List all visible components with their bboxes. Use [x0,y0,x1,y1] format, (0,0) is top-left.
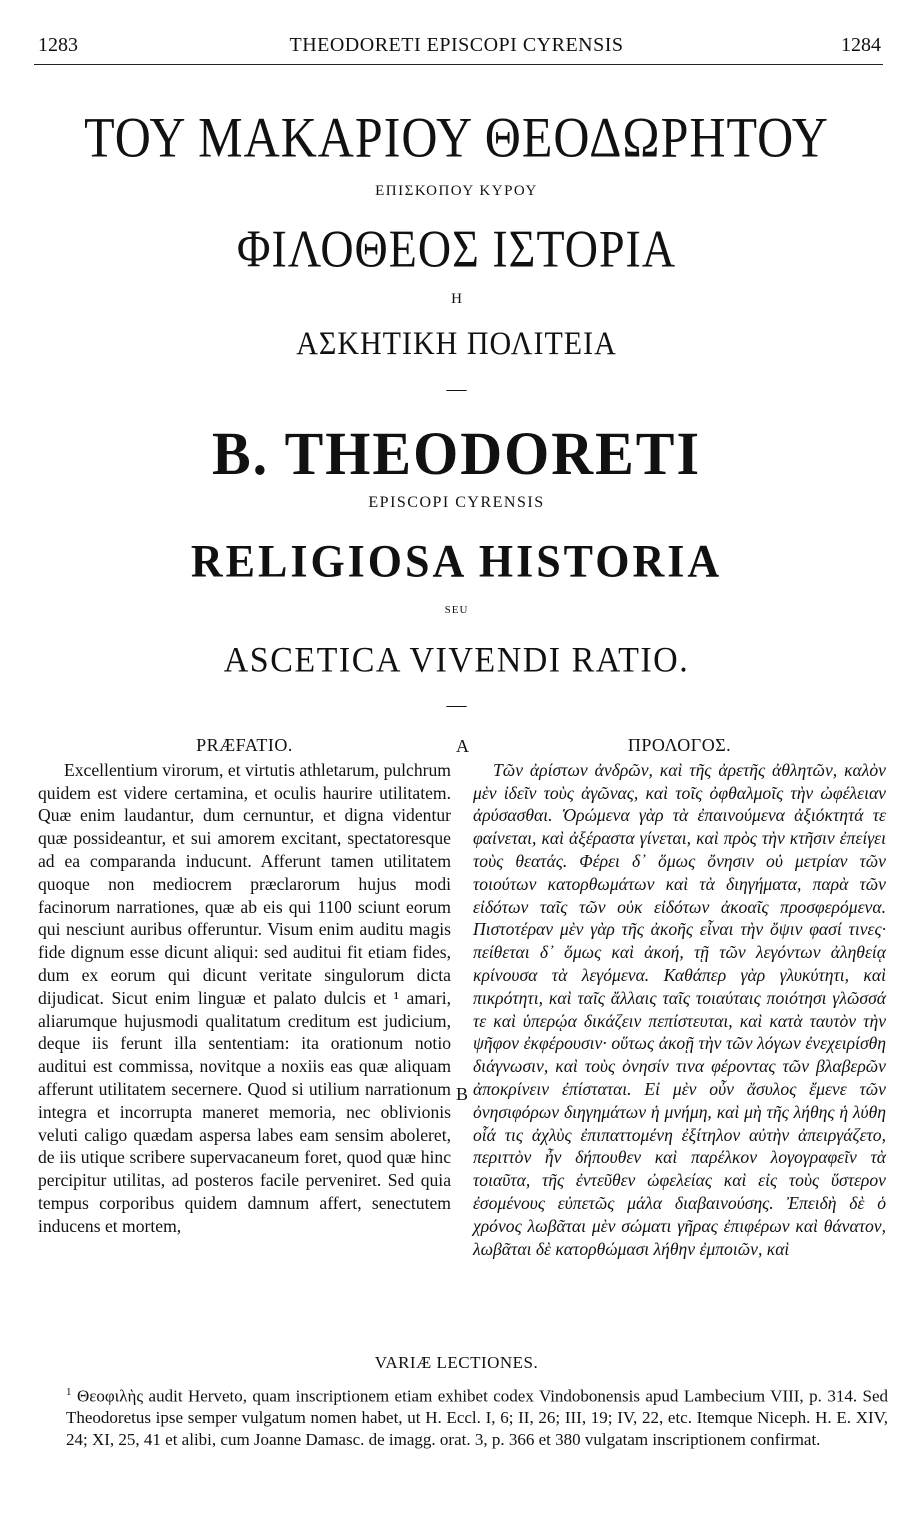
margin-marker-a: A [456,736,469,756]
latin-praefatio-text: Excellentium virorum, et virtutis athletarum, pulchrum quidem est videre certamina, et oculis haurire utilitatem. Quæ enim laudantur, dum cernuntur, et digna videntur quæ possideantur, et sui amorem excitant, spectatoresque ad ea comparanda inducunt. Afferunt tamen utilitatem quoque non mediocrem præclarorum hujus modi facinorum narrationes, quæ ab eis qui 1100 sciunt eorum qui nesciunt auribus offeruntur. Visum enim auditu magis fide dignum esse dicunt aliqui: sed auditui fit etiam fides, dum ex eorum qui dicunt veritate singulorum dicta dijudicat. Sicut enim linguæ et palato dulcis et ¹ amari, aliarumque hujusmodi qualitatum creditum est judicium, deque iis ferunt illa sententiam: ita orationum notio auditui est commissa, novitque a noxiis eas quæ aliquam afferunt utilitatem secernere. Quod si utilium narrationum integra et incorrupta maneret memoria, nec oblivionis veluti caligo quædam aspersa labes eam sensim aboleret, de iis utique scribere supervacaneum foret, quod quæ hinc percipitur utilitas, ad posteros facile perveniret. Sed quia tempus corporibus quidem damnum affert, senectutem inducens et mortem, [38,759,451,1236]
latin-episcopi: EPISCOPI CYRENSIS [368,494,545,511]
latin-work-title: RELIGIOSA HISTORIA [190,535,723,588]
greek-main-title: ΤΟΥ ΜΑΚΑΡΙΟΥ ΘΕΟΔΩΡΗΤΟΥ [84,104,829,170]
footnote [66,1382,888,1450]
footnote-text: Θεοφιλὴς audit Herveto, quam inscriptionem etiam exhibet codex Vindobonensis apud Lambecium VIII, p. 314. Sed Theodoretus ipse semper vulgatum nomen habet, ut H. Eccl. I, 6; II, 26; III, 19; IV, 22, etc. Itemque Niceph. H. E. XIV, 24; XI, 25, 41 et alibi, cum Joanne Damasc. de imagg. orat. 3, p. 366 et 380 vulgatam inscriptionem confirmat. [66,1386,889,1449]
greek-episcopi: ΕΠΙΣΚΟΠΟΥ ΚΥΡΟΥ [375,183,538,199]
right-column-number: 1284 [841,34,881,56]
margin-marker-b: B [456,1084,469,1104]
latin-column [38,734,451,1238]
running-title: THEODORETI EPISCOPI CYRENSIS [289,34,624,56]
greek-column [473,734,886,1260]
variae-lectiones-heading: VARIÆ LECTIONES. [374,1353,539,1372]
left-column-number: 1283 [38,34,78,56]
footnote-mark: 1 [66,1386,72,1398]
header-rule [34,64,883,65]
title-divider-1: — [446,378,467,400]
latin-subtitle: ASCETICA VIVENDI RATIO. [223,641,690,680]
running-head [0,30,913,60]
greek-conjunction: Η [451,291,462,307]
greek-subtitle: ΑΣΚΗΤΙΚΗ ΠΟΛΙΤΕΙΑ [296,325,617,362]
latin-main-title: B. THEODORETI [211,419,702,488]
latin-conjunction: SEU [444,604,469,616]
latin-column-heading: PRÆFATIO. [196,735,293,755]
greek-work-title: ΦΙΛΟΘΕΟΣ ΙΣΤΟΡΙΑ [236,219,677,278]
greek-column-heading: ΠΡΟΛΟΓΟΣ. [627,735,732,755]
title-divider-2: — [446,694,467,716]
greek-prologos-text: Τῶν ἀρίστων ἀνδρῶν, καὶ τῆς ἀρετῆς ἀθλητῶν, καλὸν μὲν ἰδεῖν τοὺς ἀγῶνας, καὶ τοῖς ὀφθαλμοῖς τὴν ὠφέλειαν ἀρύσασθαι. Ὁρώμενα γὰρ τὰ ἐπαινούμενα ἀξιόκτητά τε φαίνεται, καὶ ἀξέραστα γίνεται, καὶ πρὸς τὴν κτῆσιν ἐπείγει τοὺς θεατάς. Φέρει δ᾽ ὅμως ὄνησιν οὐ μετρίαν τῶν τοιούτων κατορθωμάτων καὶ τὰ διηγήματα, παρὰ τῶν εἰδότων ταῖς τῶν οὐκ εἰδότων ἀκοαῖς προσφερόμενα. Πιστοτέραν μὲν γὰρ τῆς ἀκοῆς εἶναι τὴν ὄψιν φασί τινες· πείθεται δ᾽ ὅμως καὶ ἀκοή, τῇ τῶν λεγόντων ἀληθείᾳ κρίνουσα τὰ λεγόμενα. Καθάπερ γὰρ γλυκύτητι, καὶ πικρότητι, καὶ ταῖς ἄλλαις ταῖς τοιαύταις ποιότησι γλῶσσά τε καὶ ὑπερῴα δικάζειν πεπίστευται, καὶ κατὰ ταυτὸν τὴν ψῆφον ἐκφέρουσιν· οὕτως ἀκοῇ τὴν τῶν λόγων ἐνεχειρίσθη διάγνωσιν, καὶ τοὺς ὀνησίν τινα φέροντας τῶν βλαβερῶν ἀποκρίνειν ἐπίσταται. Εἰ μὲν οὖν ἄσυλος ἔμενε τῶν ὀνησιφόρων διηγημάτων ἡ μνήμη, καὶ μὴ τῆς λήθης ἡ λύθη οἷά τις ἀχλὺς ἐπιπαττομένη ἐξίτηλον αὐτὴν ἀπειργάζετο, περιττὸν ἦν δήπουθεν καὶ παρέλκον λογογραφεῖν τὰ τοιαῦτα, τῆς ἐντεῦθεν ὠφελείας καὶ εἰς τοὺς ὕστερον ἐσομένους εὐπετῶς μάλα διαβαινούσης. Ἐπειδὴ δὲ ὁ χρόνος λωβᾶται μὲν σώματι γῆρας ἐπιφέρων καὶ θάνατον, λωβᾶται δὲ κατορθώμασι λήθην ἐμποιῶν, καὶ [473,759,886,1259]
